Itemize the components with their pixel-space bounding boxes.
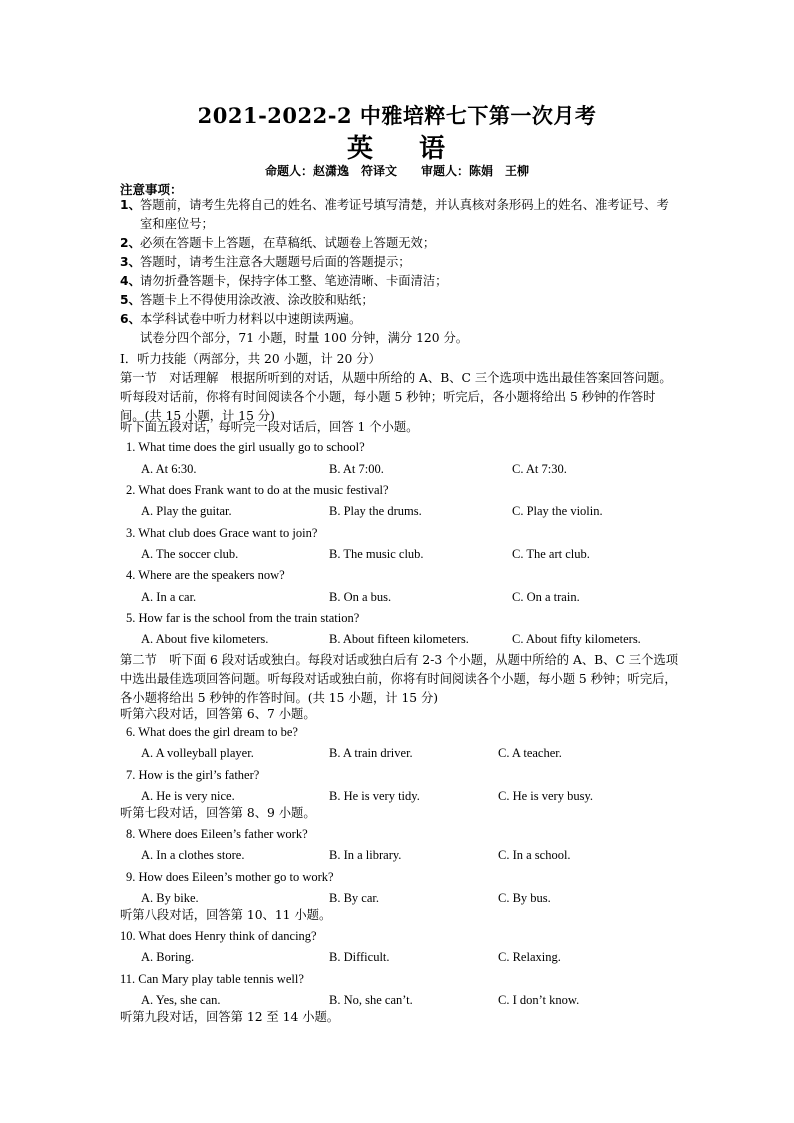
option-b: B. He is very tidy. bbox=[329, 789, 420, 803]
notice-item bbox=[120, 234, 680, 253]
notice-list bbox=[120, 196, 680, 348]
option-a: A. A volleyball player. bbox=[141, 746, 254, 760]
dialogue-8-instruction: 听第八段对话，回答第 10、11 小题。 bbox=[120, 908, 332, 922]
notice-num: 2、 bbox=[120, 236, 141, 250]
question: 6. What does the girl dream to be? bbox=[126, 725, 298, 739]
notice-text: 答题前，请考生先将自己的姓名、准考证号填写清楚，并认真核对条形码上的姓名、准考证号、考室和座位号； bbox=[140, 198, 669, 231]
option-a: A. Play the guitar. bbox=[141, 504, 232, 518]
option-a: A. At 6:30. bbox=[141, 462, 197, 476]
option-b: B. On a bus. bbox=[329, 590, 392, 604]
option-b: B. Difficult. bbox=[329, 950, 390, 964]
question: 9. How does Eileen’s mother go to work? bbox=[126, 870, 334, 884]
option-a: A. About five kilometers. bbox=[141, 632, 269, 646]
notice-num: 1、 bbox=[120, 198, 141, 212]
option-a: A. Yes, she can. bbox=[141, 993, 221, 1007]
section-heading: I．听力技能（两部分，共 20 小题，计 20 分） bbox=[120, 352, 381, 366]
subject-char-1: 英 bbox=[346, 134, 375, 164]
question: 7. How is the girl’s father? bbox=[126, 768, 260, 782]
question: 2. What does Frank want to do at the music festival? bbox=[126, 483, 389, 497]
notice-text: 答题卡上不得使用涂改液、涂改胶和贴纸； bbox=[140, 293, 374, 307]
question: 5. How far is the school from the train station? bbox=[126, 611, 360, 625]
option-b: B. A train driver. bbox=[329, 746, 413, 760]
question: 8. Where does Eileen’s father work? bbox=[126, 827, 308, 841]
notice-text: 必须在答题卡上答题，在草稿纸、试题卷上答题无效； bbox=[140, 236, 436, 250]
option-c: C. About fifty kilometers. bbox=[512, 632, 641, 646]
option-b: B. In a library. bbox=[329, 848, 402, 862]
option-b: B. About fifteen kilometers. bbox=[329, 632, 469, 646]
question: 1. What time does the girl usually go to school? bbox=[126, 440, 365, 454]
notice-item bbox=[120, 196, 680, 234]
notice-item bbox=[120, 310, 680, 329]
notice-item bbox=[120, 291, 680, 310]
option-c: C. Relaxing. bbox=[498, 950, 561, 964]
option-a: A. In a clothes store. bbox=[141, 848, 245, 862]
option-a: A. Boring. bbox=[141, 950, 195, 964]
option-b: B. At 7:00. bbox=[329, 462, 384, 476]
notice-text: 请勿折叠答题卡，保持字体工整、笔迹清晰、卡面清洁； bbox=[140, 274, 448, 288]
option-c: C. On a train. bbox=[512, 590, 580, 604]
notice-text: 本学科试卷中听力材料以中速朗读两遍。 bbox=[140, 312, 362, 326]
dialogue-7-instruction: 听第七段对话，回答第 8、9 小题。 bbox=[120, 806, 316, 820]
part2-intro: 第二节 听下面 6 段对话或独白。每段对话或独白后有 2-3 个小题，从题中所给的 A、B、C 三个选项中选出最佳选项回答问题。听每段对话或独白前，你将有时间阅读各个小题，每小题 5 秒钟；听完后，各小题将给出 5 秒钟的作答时间。(共 15 小题，计 15 分) bbox=[120, 653, 678, 705]
option-b: B. By car. bbox=[329, 891, 379, 905]
notice-num: 5、 bbox=[120, 293, 141, 307]
option-b: B. No, she can’t. bbox=[329, 993, 413, 1007]
part1-intro: 第一节 对话理解 根据所听到的对话，从题中所给的 A、B、C 三个选项中选出最佳答案回答问题。听每段对话前，你将有时间阅读各个小题，每小题 5 秒钟；听完后，各小题将给出 5 秒钟的作答时间。(共 15 小题，计 15 分) bbox=[120, 371, 672, 423]
notice-item bbox=[120, 272, 680, 291]
option-c: C. Play the violin. bbox=[512, 504, 603, 518]
dialogue-9-instruction: 听第九段对话，回答第 12 至 14 小题。 bbox=[120, 1010, 340, 1024]
question: 4. Where are the speakers now? bbox=[126, 568, 285, 582]
option-a: A. In a car. bbox=[141, 590, 197, 604]
notice-num: 3、 bbox=[120, 255, 141, 269]
option-c: C. I don’t know. bbox=[498, 993, 580, 1007]
notice-item bbox=[120, 253, 680, 272]
question: 10. What does Henry think of dancing? bbox=[120, 929, 317, 943]
option-a: A. The soccer club. bbox=[141, 547, 239, 561]
notice-num: 4、 bbox=[120, 274, 141, 288]
part1-instruction: 听下面五段对话，每听完一段对话后，回答 1 个小题。 bbox=[120, 420, 419, 434]
subject-char-2: 语 bbox=[419, 134, 448, 164]
dialogue-6-instruction: 听第六段对话，回答第 6、7 小题。 bbox=[120, 707, 316, 721]
option-c: C. In a school. bbox=[498, 848, 571, 862]
exam-title: 2021-2022-2 中雅培粹七下第一次月考 bbox=[197, 103, 597, 128]
option-c: C. The art club. bbox=[512, 547, 590, 561]
notice-text: 答题时，请考生注意各大题题号后面的答题提示； bbox=[140, 255, 411, 269]
question: 11. Can Mary play table tennis well? bbox=[120, 972, 304, 986]
authors-line: 命题人：赵潇逸 符译文 审题人：陈娟 王柳 bbox=[264, 164, 529, 178]
notice-title: 注意事项： bbox=[120, 182, 183, 197]
option-b: B. Play the drums. bbox=[329, 504, 422, 518]
option-a: A. By bike. bbox=[141, 891, 199, 905]
option-c: C. A teacher. bbox=[498, 746, 562, 760]
subject-title bbox=[0, 128, 794, 165]
option-c: C. He is very busy. bbox=[498, 789, 594, 803]
option-c: C. By bus. bbox=[498, 891, 551, 905]
question: 3. What club does Grace want to join? bbox=[126, 526, 318, 540]
option-b: B. The music club. bbox=[329, 547, 424, 561]
notice-num: 6、 bbox=[120, 312, 141, 326]
option-c: C. At 7:30. bbox=[512, 462, 567, 476]
option-a: A. He is very nice. bbox=[141, 789, 235, 803]
notice-extra: 试卷分四个部分，71 小题，时量 100 分钟，满分 120 分。 bbox=[140, 331, 469, 345]
